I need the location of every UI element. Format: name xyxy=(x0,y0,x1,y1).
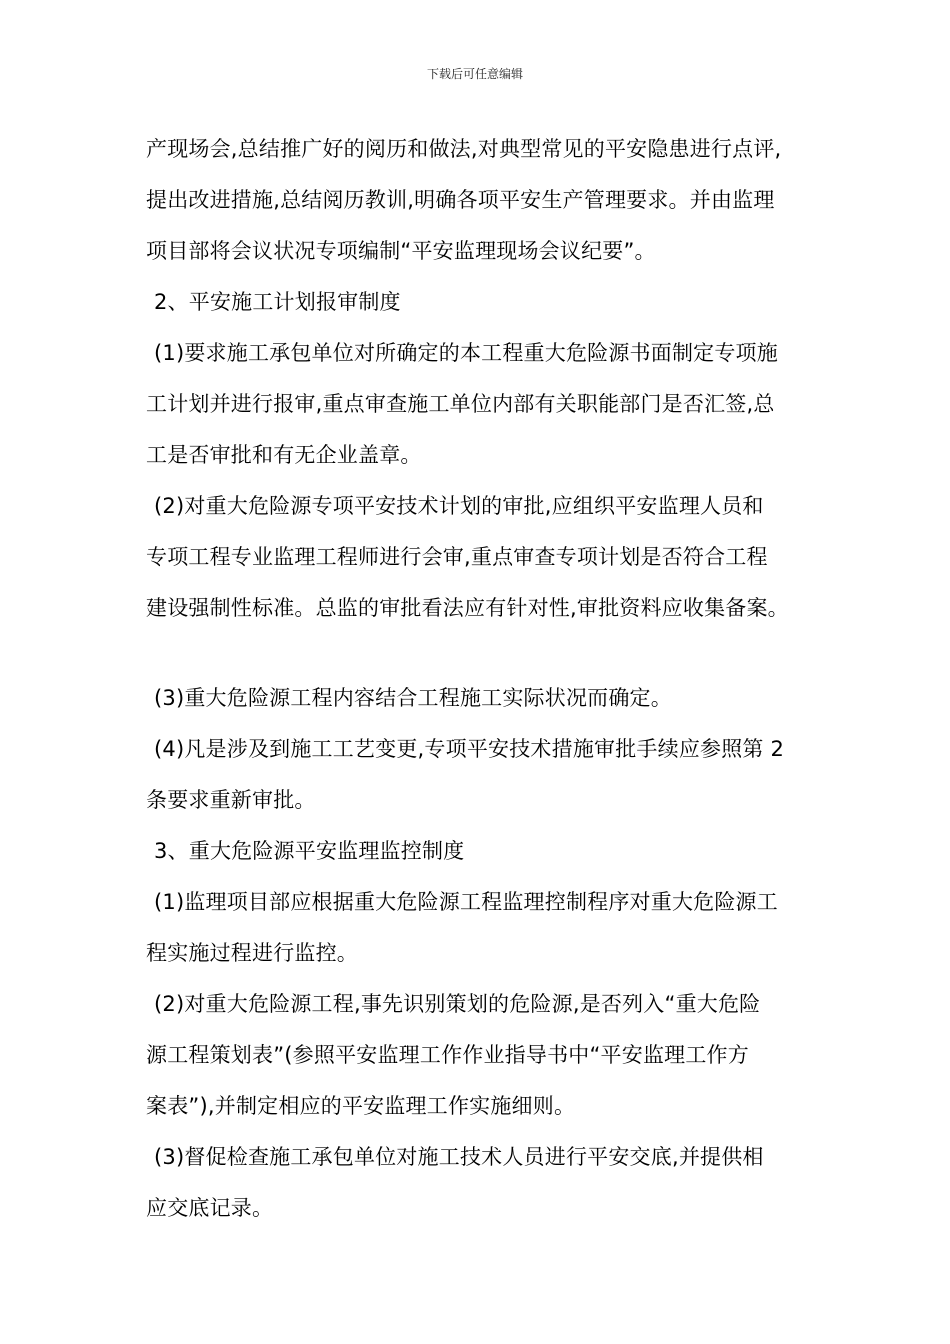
paragraph-line: (3)督促检查施工承包单位对施工技术人员进行平安交底,并提供相 xyxy=(154,1145,764,1169)
paragraph-line: (1)监理项目部应根据重大危险源工程监理控制程序对重大危险源工 xyxy=(154,890,778,914)
paragraph-line: 专项工程专业监理工程师进行会审,重点审查专项计划是否符合工程 xyxy=(146,545,768,569)
paragraph-line: 源工程策划表”(参照平安监理工作作业指导书中“平安监理工作方 xyxy=(146,1043,749,1067)
section-heading: 2、平安施工计划报审制度 xyxy=(154,290,401,314)
paragraph-line: 工是否审批和有无企业盖章。 xyxy=(146,443,422,467)
paragraph-line: 条要求重新审批。 xyxy=(146,788,316,812)
section-heading: 3、重大危险源平安监理监控制度 xyxy=(154,839,465,863)
paragraph-line: 建设强制性标准。总监的审批看法应有针对性,审批资料应收集备案。 xyxy=(146,596,789,620)
paragraph-line: 案表”),并制定相应的平安监理工作实施细则。 xyxy=(146,1094,576,1118)
paragraph-line: 产现场会,总结推广好的阅历和做法,对典型常见的平安隐患进行点评, xyxy=(146,137,782,161)
paragraph-line: 工计划并进行报审,重点审查施工单位内部有关职能部门是否汇签,总 xyxy=(146,392,775,416)
paragraph-line: (2)对重大危险源专项平安技术计划的审批,应组织平安监理人员和 xyxy=(154,494,764,518)
paragraph-line: 程实施过程进行监控。 xyxy=(146,941,358,965)
paragraph-line: (3)重大危险源工程内容结合工程施工实际状况而确定。 xyxy=(154,686,672,710)
paragraph-line: (1)要求施工承包单位对所确定的本工程重大危险源书面制定专项施 xyxy=(154,341,778,365)
paragraph-line: 应交底记录。 xyxy=(146,1196,274,1220)
paragraph-gap xyxy=(146,634,826,673)
paragraph-line: 提出改进措施,总结阅历教训,明确各项平安生产管理要求。并由监理 xyxy=(146,188,775,212)
paragraph-line: (2)对重大危险源工程,事先识别策划的危险源,是否列入“重大危险 xyxy=(154,992,761,1016)
paragraph-line: (4)凡是涉及到施工工艺变更,专项平安技术措施审批手续应参照第 2 xyxy=(154,737,785,761)
document-body xyxy=(146,124,826,1234)
page-header: 下载后可任意编辑 xyxy=(426,67,523,81)
paragraph-line: 项目部将会议状况专项编制“平安监理现场会议纪要”。 xyxy=(146,239,656,263)
